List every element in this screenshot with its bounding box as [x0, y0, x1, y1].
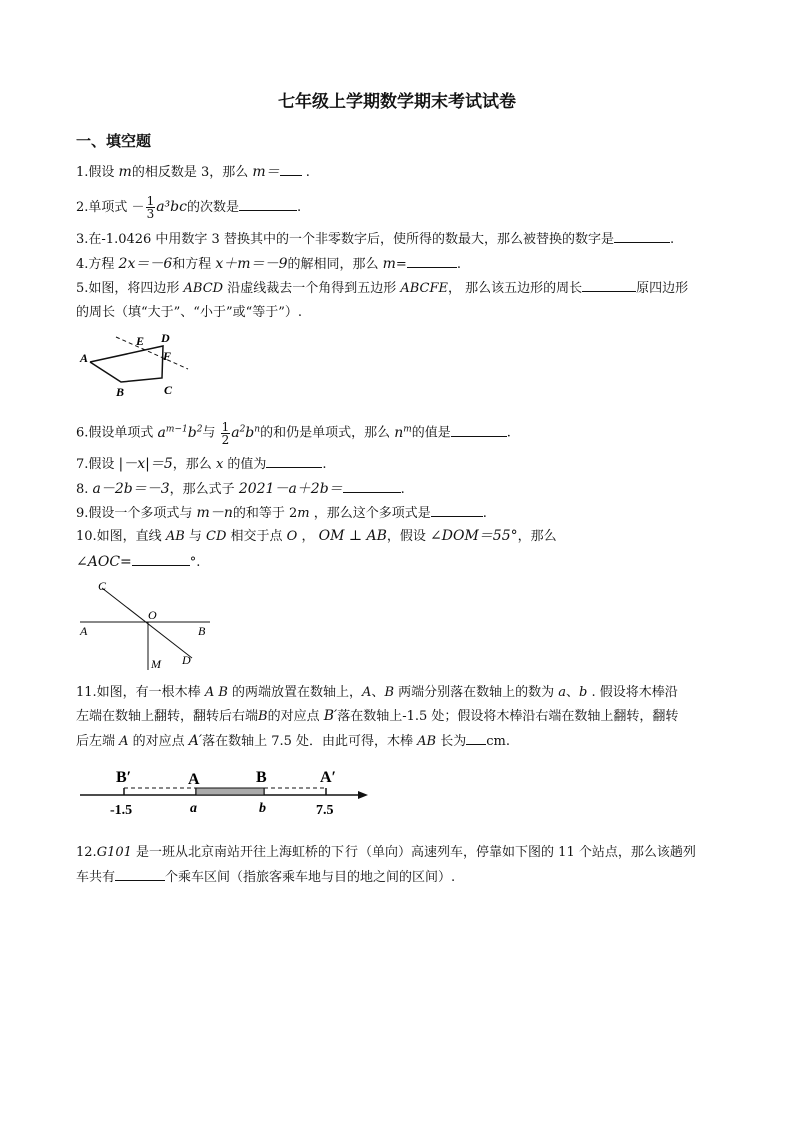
fraction: $\frac{1}{3}$	[146, 194, 155, 221]
emphasis-mark: 下行	[331, 845, 360, 860]
label-O: O	[148, 608, 157, 622]
label-Aprime: A′	[320, 769, 337, 786]
answer-blank[interactable]	[132, 552, 190, 566]
answer-blank[interactable]	[582, 278, 636, 292]
question-11-line3: 后左端 A 的对应点 A′落在数轴上 7.5 处．由此可得，木棒 AB 长为 cm.	[76, 733, 511, 749]
quadrilateral-shape	[90, 346, 163, 382]
answer-blank[interactable]	[466, 731, 486, 745]
answer-blank[interactable]	[115, 867, 165, 881]
number-line-figure	[76, 762, 376, 820]
answer-blank[interactable]	[239, 197, 297, 211]
label-C: C	[98, 579, 107, 593]
label-D: D	[182, 653, 191, 667]
question-4: 4.方程 2x＝－6和方程 x＋m＝－9的解相同，那么 m= .	[76, 256, 461, 272]
label-E: E	[136, 334, 145, 348]
answer-blank[interactable]	[431, 503, 483, 517]
question-11: 11.如图，有一根木棒 A B 的两端放置在数轴上，A、B 两端分别落在数轴上的数为 a、b . 假设将木棒沿	[76, 685, 678, 700]
answer-blank[interactable]	[280, 162, 302, 176]
label-C: C	[164, 383, 173, 397]
question-8: 8. a－2b＝－3，那么式子 2021－a＋2b＝ .	[76, 481, 405, 497]
section-heading: 一、填空题	[76, 132, 152, 150]
label-F: F	[163, 349, 172, 363]
label-B: B	[116, 385, 125, 399]
label-B: B	[198, 624, 206, 638]
label-A: A	[80, 351, 89, 365]
quadrilateral-figure	[76, 330, 196, 402]
question-10: 10.如图，直线 AB 与 CD 相交于点 O ， OM ⊥ AB，假设 ∠DOM＝55°，那么	[76, 528, 557, 544]
question-2: 2.单项式 － $\frac{1}{3}$ a³bc的次数是 .	[76, 194, 302, 221]
question-11-line2: 左端在数轴上翻转，翻转后右端B的对应点 B′落在数轴上-1.5 处；假设将木棒沿右端在数轴上翻转，翻转	[76, 708, 679, 724]
page-title: 七年级上学期数学期末考试试卷	[278, 92, 516, 112]
label-D: D	[161, 331, 170, 345]
tick-label-neg-1-5: -1.5	[110, 803, 133, 818]
question-1: 1.假设 m的相反数是 3，那么 m＝ .	[76, 164, 310, 180]
line-CD	[102, 588, 192, 658]
label-Bprime: B′	[116, 769, 132, 786]
emphasis-mark: 该趟列	[656, 845, 696, 860]
tick-label-a: a	[190, 801, 197, 816]
question-6: 6.假设单项式 $a^{m-1}b^2$与 $\frac{1}{2}$ $a^2b^n$的和仍是单项式，那么 $n^m$的值是 .	[76, 419, 511, 447]
answer-blank[interactable]	[451, 423, 507, 437]
question-3: 3.在-1.0426 中用数字 3 替换其中的一个非零数字后，使所得的数最大，那么被替换的数字是 .	[76, 229, 674, 249]
question-10-line2: ∠AOC= °.	[76, 554, 201, 570]
tick-label-7-5: 7.5	[316, 803, 334, 818]
label-M: M	[151, 657, 161, 671]
question-9: 9.假设一个多项式与 m－n的和等于 2m ，那么这个多项式是 .	[76, 505, 487, 521]
tick-label-b: b	[259, 801, 266, 816]
label-A: A	[80, 624, 88, 638]
answer-blank[interactable]	[614, 229, 670, 243]
cut-line	[116, 337, 188, 369]
question-5-line2: 的周长（填“大于”、“小于”或“等于”）.	[76, 305, 303, 320]
arrow-icon	[358, 791, 368, 799]
question-7: 7.假设 |－x|＝5，那么 x 的值为 .	[76, 456, 327, 472]
answer-blank[interactable]	[407, 254, 457, 268]
label-B: B	[256, 769, 267, 786]
answer-blank[interactable]	[343, 479, 401, 493]
question-12: 12.G101 是一班从北京南站开往上海虹桥的下行（单向）高速列车，停靠如下图的 11 个站点，那么该趟列	[76, 845, 696, 860]
stick-AB	[196, 788, 264, 795]
question-12-line2: 车共有 个乘车区间（指旅客乘车地与目的地之间的区间）.	[76, 867, 455, 887]
fraction: $\frac{1}{2}$	[221, 419, 230, 447]
label-A: A	[188, 771, 200, 788]
intersecting-lines-figure	[76, 578, 216, 673]
answer-blank[interactable]	[266, 454, 322, 468]
question-5: 5.如图，将四边形 ABCD 沿虚线裁去一个角得到五边形 ABCFE， 那么该五边形的周长 原四边形	[76, 278, 688, 298]
